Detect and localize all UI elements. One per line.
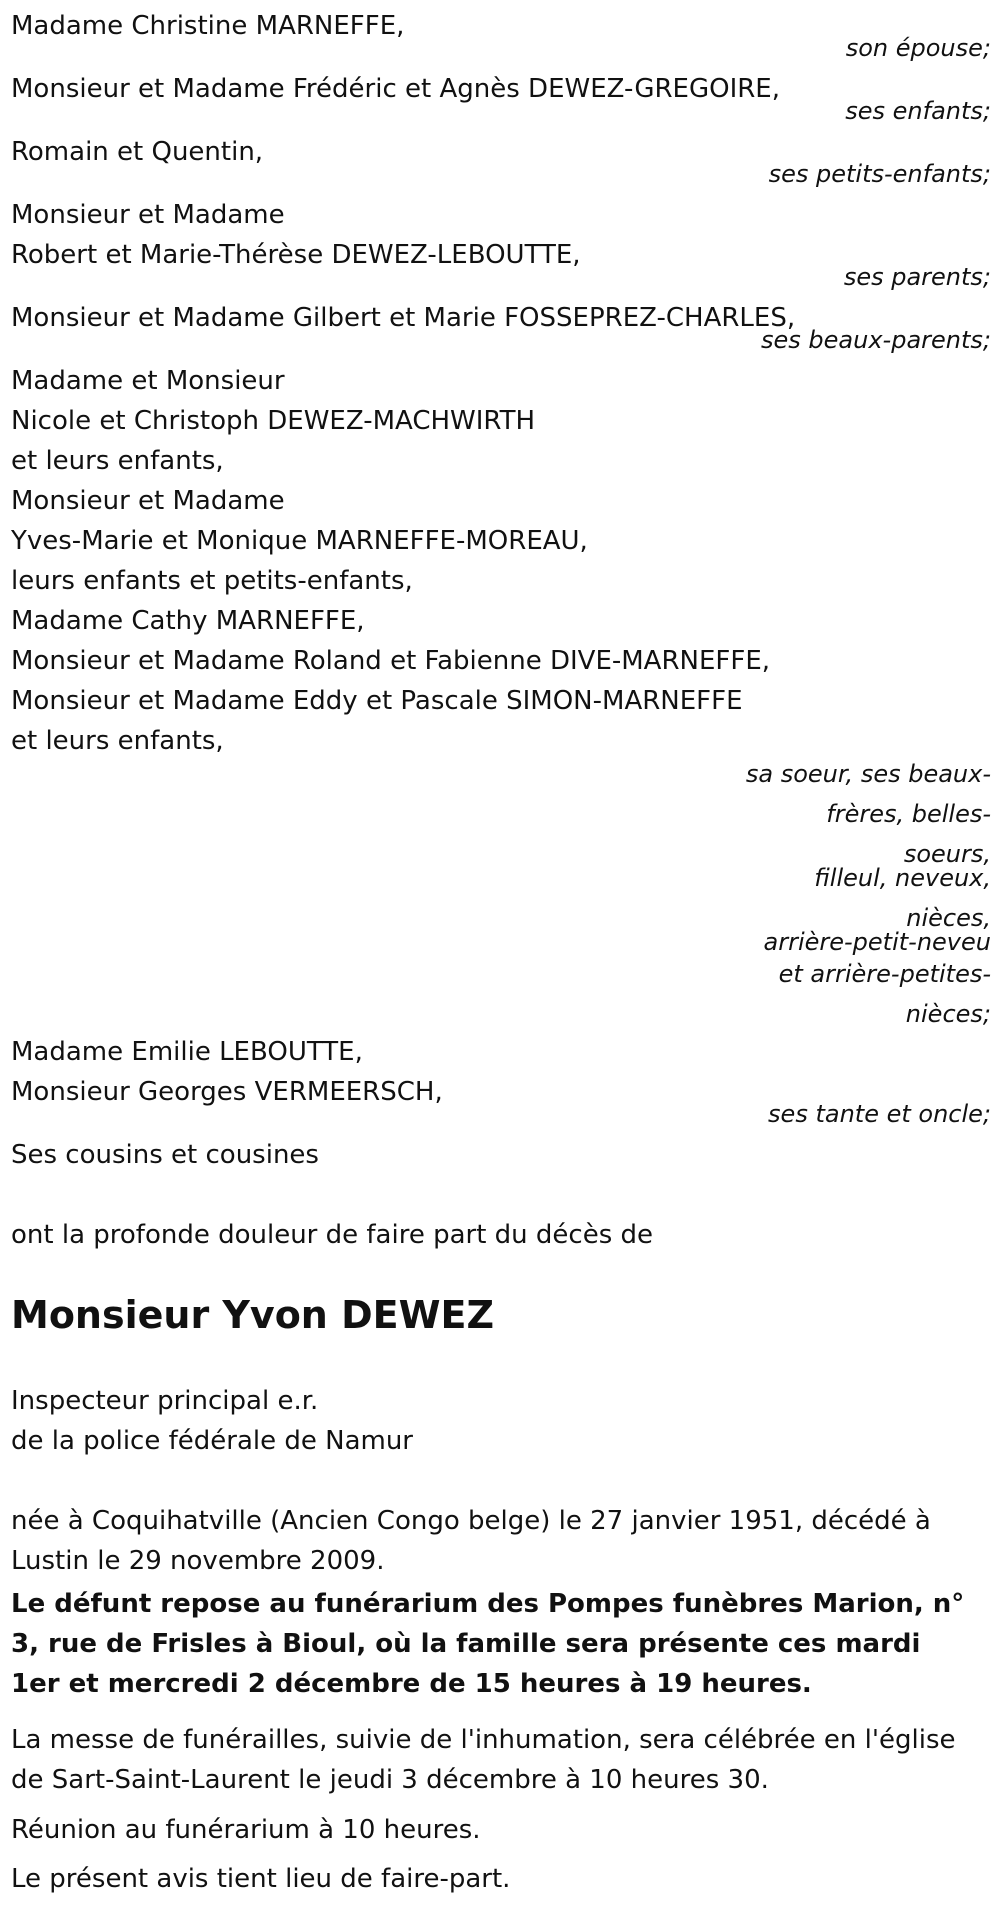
relation-grandchildren [11, 162, 991, 186]
relation-label: sa soeur, ses beaux- [745, 760, 991, 788]
relation-label: ses beaux-parents; [761, 326, 991, 354]
family-line: Monsieur et Madame [11, 486, 285, 516]
family-line: et leurs enfants, [11, 726, 224, 756]
mass-text: La messe de funérailles, suivie de l'inhumation, sera célébrée en l'église de Sart-Saint-Laurent le jeudi 3 décembre à 10 heures 30. [11, 1725, 956, 1795]
relation-label: filleul, neveux, [814, 864, 991, 892]
relation-label: son épouse; [845, 34, 991, 62]
family-group-cousins [11, 1135, 991, 1175]
family-line: Yves-Marie et Monique MARNEFFE-MOREAU, [11, 526, 588, 556]
deceased-name: Monsieur Yvon DEWEZ [11, 1293, 495, 1337]
title-line: Inspecteur principal e.r. [11, 1386, 319, 1416]
family-line: leurs enfants et petits-enfants, [11, 566, 413, 596]
relation-parents [11, 265, 991, 289]
birth-death-block [11, 1501, 991, 1581]
family-line: et leurs enfants, [11, 446, 224, 476]
family-line: Romain et Quentin, [11, 137, 264, 167]
closing-text: Le présent avis tient lieu de faire-part. [11, 1864, 511, 1894]
family-line: Monsieur et Madame Gilbert et Marie FOSSEPREZ-CHARLES, [11, 303, 796, 333]
relation-label: nièces; [905, 1000, 991, 1028]
relation-label: frères, belles- [826, 800, 991, 828]
funerarium-block [11, 1584, 991, 1704]
relation-label: ses petits-enfants; [768, 160, 991, 188]
birth-death-text: née à Coquihatville (Ancien Congo belge) le 27 janvier 1951, décédé à Lustin le 29 novembre 2009. [11, 1506, 931, 1576]
family-line: Madame et Monsieur [11, 366, 285, 396]
relation-label: nièces, [906, 904, 991, 932]
family-line: Madame Christine MARNEFFE, [11, 11, 405, 41]
family-line: Monsieur et Madame Eddy et Pascale SIMON-MARNEFFE [11, 686, 743, 716]
relation-children [11, 99, 991, 123]
relation-parents-in-law [11, 328, 991, 352]
funerarium-text: Le défunt repose au funérarium des Pompes funèbres Marion, n° 3, rue de Frisles à Bioul, où la famille sera présente ces mardi 1er et mercredi 2 décembre de 15 heures à 19 heures. [11, 1589, 965, 1699]
relation-label: ses tante et oncle; [768, 1100, 991, 1128]
relation-spouse [11, 36, 991, 60]
relation-siblings [11, 754, 991, 1034]
relation-aunt-uncle [11, 1102, 991, 1126]
family-line: Monsieur et Madame Roland et Fabienne DIVE-MARNEFFE, [11, 646, 771, 676]
family-line: Nicole et Christoph DEWEZ-MACHWIRTH [11, 406, 536, 436]
family-line: Ses cousins et cousines [11, 1140, 319, 1170]
family-line: Madame Emilie LEBOUTTE, [11, 1037, 363, 1067]
relation-label: ses enfants; [845, 97, 991, 125]
family-line: Madame Cathy MARNEFFE, [11, 606, 365, 636]
family-line: Robert et Marie-Thérèse DEWEZ-LEBOUTTE, [11, 240, 581, 270]
mass-block [11, 1720, 991, 1800]
family-line: Monsieur et Madame [11, 200, 285, 230]
announcement-text: ont la profonde douleur de faire part du décès de [11, 1220, 654, 1250]
family-line: Monsieur Georges VERMEERSCH, [11, 1077, 443, 1107]
deceased-title [11, 1381, 991, 1461]
relation-label: arrière-petit-neveu [763, 928, 991, 956]
reunion-text: Réunion au funérarium à 10 heures. [11, 1815, 481, 1845]
relation-label: et arrière-petites- [778, 960, 991, 988]
title-line: de la police fédérale de Namur [11, 1426, 413, 1456]
reunion-block [11, 1810, 991, 1850]
family-group-siblings [11, 361, 991, 761]
announcement [11, 1215, 991, 1255]
closing-block [11, 1859, 991, 1899]
family-line: Monsieur et Madame Frédéric et Agnès DEWEZ-GREGOIRE, [11, 74, 780, 104]
relation-label: soeurs, [903, 840, 991, 868]
relation-label: ses parents; [843, 263, 991, 291]
deceased-heading [11, 1291, 991, 1339]
